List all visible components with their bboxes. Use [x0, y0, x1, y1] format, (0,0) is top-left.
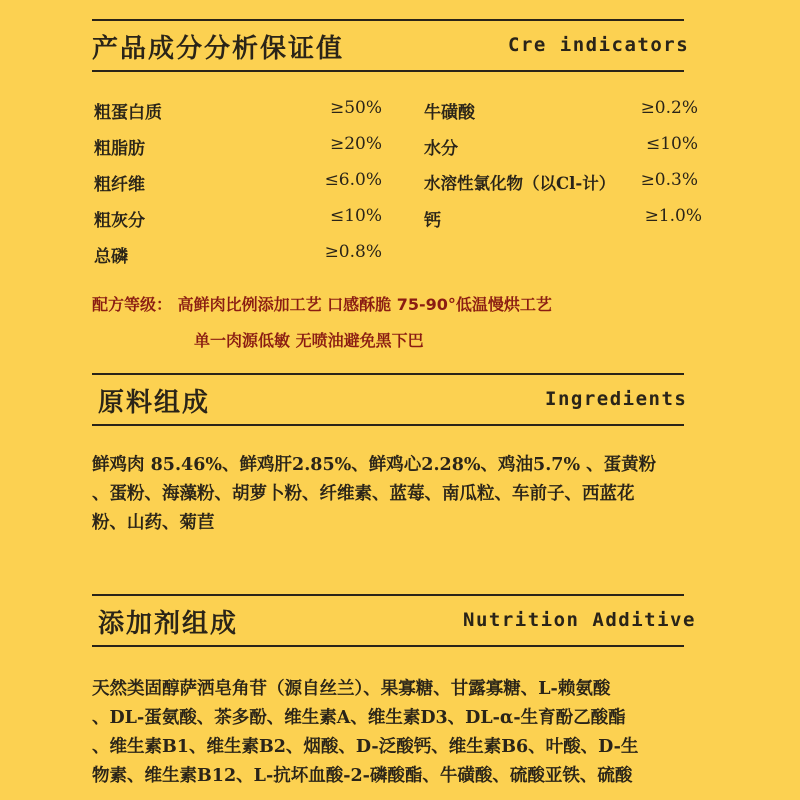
nutrient-name: 牛磺酸	[424, 103, 475, 123]
nutrient-value: ≥0.8%	[324, 242, 382, 262]
nutrient-value: ≥20%	[329, 134, 382, 154]
top-rule-1	[92, 19, 684, 21]
additives-text	[92, 675, 700, 791]
ingredients-line: 鲜鸡肉 85.46%、鲜鸡肝2.85%、鲜鸡心2.28%、鸡油5.7% 、蛋黄粉	[92, 455, 657, 475]
formula-line-1: 配方等级： 高鲜肉比例添加工艺 口感酥脆 75-90°低温慢烘工艺	[92, 295, 552, 314]
nutrient-name: 粗脂肪	[94, 139, 145, 159]
nutrient-name: 钙	[424, 211, 441, 231]
bottom-rule-3	[92, 645, 684, 647]
nutrient-name: 粗灰分	[94, 211, 145, 231]
nutrient-value: ≥0.3%	[640, 170, 698, 190]
nutrient-name: 粗蛋白质	[94, 103, 162, 123]
nutrient-name: 总磷	[94, 247, 128, 267]
nutrient-name: 水分	[424, 139, 458, 159]
additives-line: 天然类固醇萨洒皂角苷（源自丝兰）、果寡糖、甘露寡糖、L-赖氨酸	[92, 679, 611, 699]
nutrient-value: ≤6.0%	[324, 170, 382, 190]
additives-line: 、维生素B1、维生素B2、烟酸、D-泛酸钙、维生素B6、叶酸、D-生	[92, 737, 639, 757]
additives-line: 物素、维生素B12、L-抗坏血酸-2-磷酸酯、牛磺酸、硫酸亚铁、硫酸	[92, 766, 633, 786]
additives-line: 、DL-蛋氨酸、茶多酚、维生素A、维生素D3、DL-α-生育酚乙酸酯	[92, 708, 626, 728]
nutrient-value: ≤10%	[329, 206, 382, 226]
nutrient-name: 水溶性氯化物（以Cl-计）	[424, 174, 616, 193]
nutrient-value: ≤10%	[645, 134, 698, 154]
top-rule-2	[92, 373, 684, 375]
top-rule-3	[92, 594, 684, 596]
nutrient-value: ≥50%	[329, 98, 382, 118]
bottom-rule-1	[92, 70, 684, 72]
ingredients-text	[92, 451, 700, 538]
section-title-en: Nutrition Additive	[463, 609, 696, 631]
nutrient-value: ≥1.0%	[644, 206, 702, 226]
section-title: 原料组成	[98, 388, 211, 418]
ingredients-line: 、蛋粉、海藻粉、胡萝卜粉、纤维素、蓝莓、南瓜粒、车前子、西蓝花	[92, 484, 635, 504]
section-title: 产品成分分析保证值	[92, 34, 345, 64]
formula-line-2: 单一肉源低敏 无喷油避免黑下巴	[194, 331, 424, 350]
section-title-en: Ingredients	[545, 388, 688, 410]
bottom-rule-2	[92, 424, 684, 426]
nutrient-name: 粗纤维	[94, 175, 145, 195]
section-title: 添加剂组成	[98, 609, 239, 639]
nutrient-value: ≥0.2%	[640, 98, 698, 118]
section-title-en: Cre indicators	[508, 34, 690, 56]
ingredients-line: 粉、山药、菊苣	[92, 513, 215, 533]
